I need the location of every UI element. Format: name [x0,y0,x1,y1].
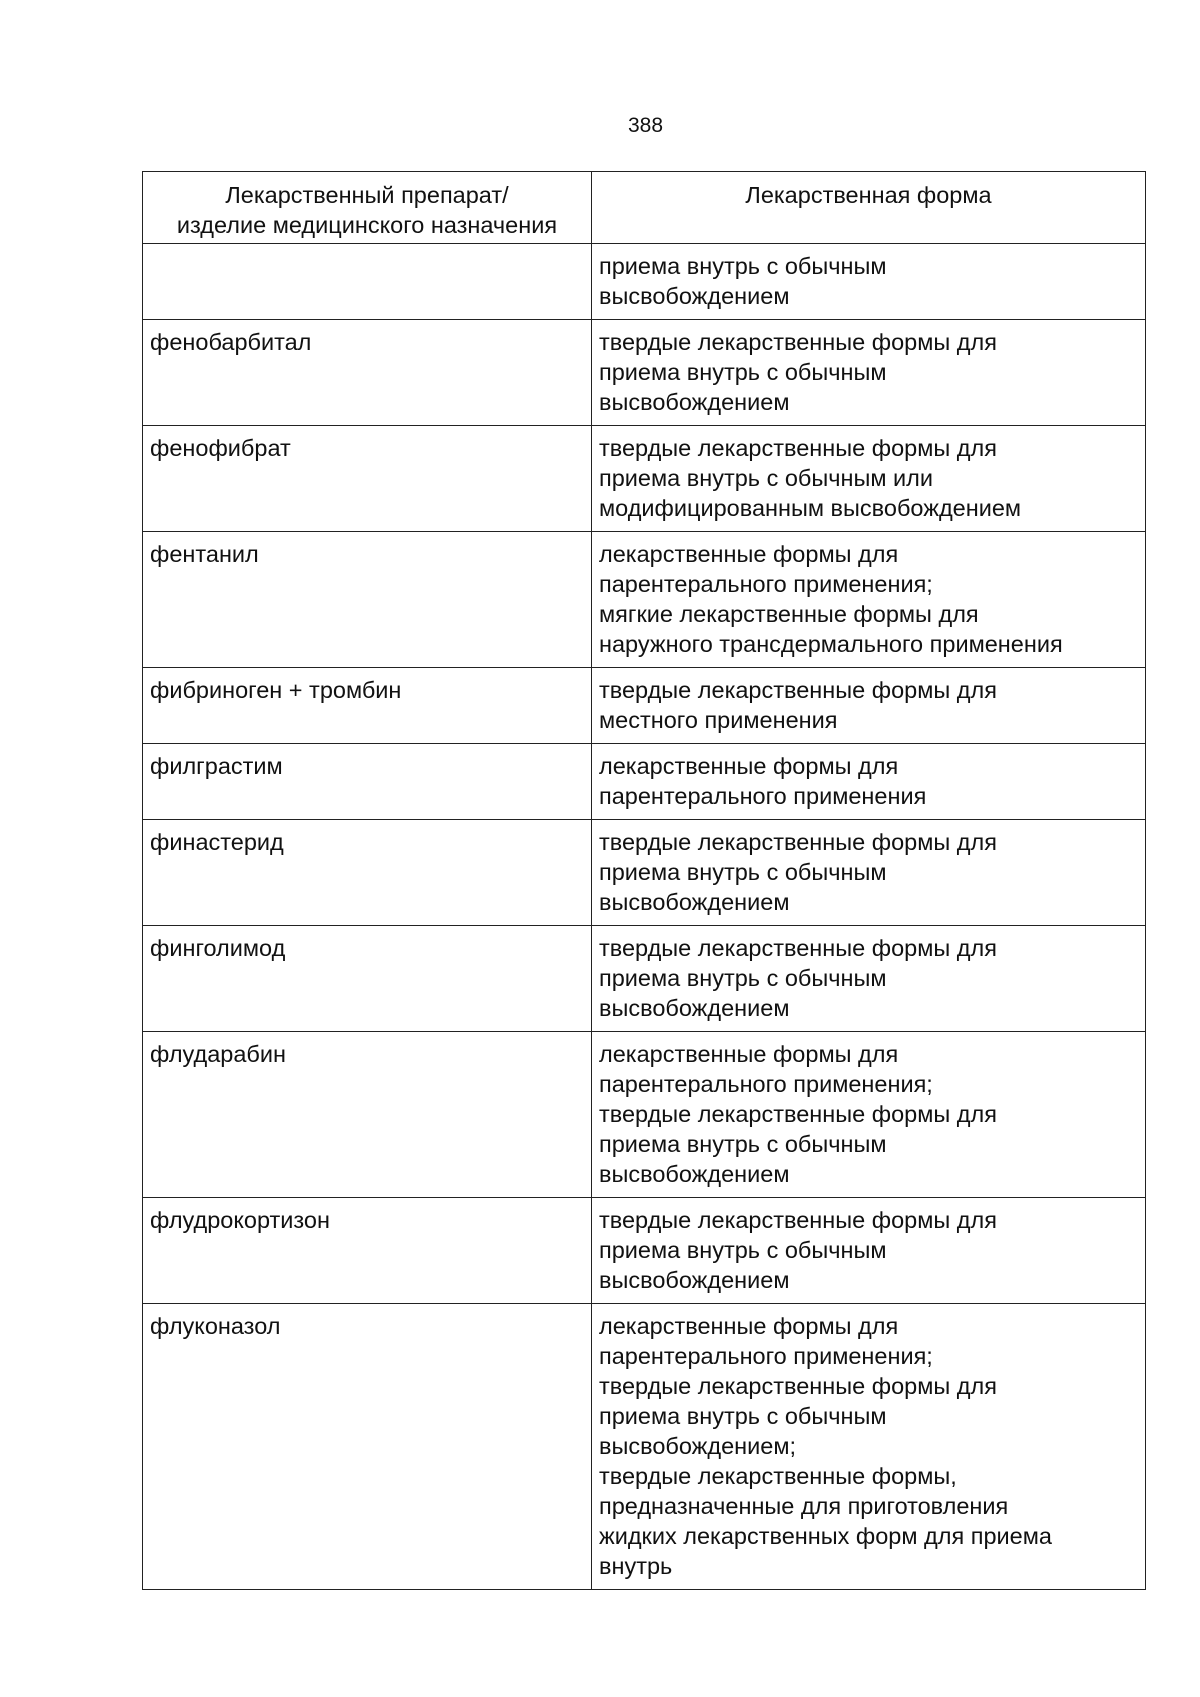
table-row [143,668,1146,744]
header-line: Лекарственная форма [745,182,992,208]
dosage-form-line: высвобождением; [599,1433,797,1459]
dosage-form-line: жидких лекарственных форм для приема [599,1523,1052,1549]
dosage-form-line: приема внутрь с обычным [599,1237,887,1263]
table-row [143,820,1146,926]
header-line: изделие медицинского назначения [176,212,558,238]
dosage-form-cell [592,244,1146,320]
dosage-form-line: высвобождением [599,1161,790,1187]
dosage-form-cell [592,668,1146,744]
dosage-form-line: высвобождением [599,889,790,915]
dosage-form-line: твердые лекарственные формы для [599,435,997,461]
dosage-form-line: парентерального применения; [599,1071,933,1097]
header-line: Лекарственный препарат/ [225,182,509,208]
dosage-form-cell [592,1304,1146,1590]
dosage-form-line: твердые лекарственные формы, [599,1463,957,1489]
drug-name-cell: финастерид [143,820,592,926]
dosage-form-cell [592,820,1146,926]
dosage-form-line: приема внутрь с обычным [599,253,887,279]
table-header-row [143,172,1146,244]
table-row [143,244,1146,320]
drug-name-cell: флудрокортизон [143,1198,592,1304]
dosage-form-line: приема внутрь с обычным [599,359,887,385]
dosage-form-line: высвобождением [599,995,790,1021]
drug-name-cell: флуконазол [143,1304,592,1590]
dosage-form-cell [592,1198,1146,1304]
dosage-form-line: наружного трансдермального применения [599,631,1063,657]
dosage-form-line: приема внутрь с обычным [599,1403,887,1429]
header-drug [143,172,592,244]
dosage-form-cell [592,744,1146,820]
dosage-form-line: твердые лекарственные формы для [599,329,997,355]
dosage-form-line: приема внутрь с обычным или [599,465,934,491]
dosage-form-line: лекарственные формы для [599,1041,899,1067]
dosage-form-line: твердые лекарственные формы для [599,935,997,961]
drug-name-cell [143,244,592,320]
dosage-form-line: твердые лекарственные формы для [599,1101,997,1127]
dosage-form-line: приема внутрь с обычным [599,1131,887,1157]
drug-name-cell: фенобарбитал [143,320,592,426]
dosage-form-line: твердые лекарственные формы для [599,829,997,855]
dosage-form-line: парентерального применения; [599,1343,933,1369]
table-row [143,1304,1146,1590]
dosage-form-line: твердые лекарственные формы для [599,677,997,703]
dosage-form-line: приема внутрь с обычным [599,965,887,991]
drug-name-cell: флударабин [143,1032,592,1198]
table-row [143,926,1146,1032]
dosage-form-line: парентерального применения [599,783,927,809]
table-row [143,1032,1146,1198]
dosage-form-line: местного применения [599,707,838,733]
drug-table [142,171,1146,1590]
dosage-form-line: твердые лекарственные формы для [599,1373,997,1399]
dosage-form-line: приема внутрь с обычным [599,859,887,885]
table-row [143,320,1146,426]
dosage-form-cell [592,1032,1146,1198]
dosage-form-line: парентерального применения; [599,571,933,597]
dosage-form-line: предназначенные для приготовления [599,1493,1009,1519]
dosage-form-line: высвобождением [599,283,790,309]
dosage-form-line: высвобождением [599,1267,790,1293]
dosage-form-cell [592,926,1146,1032]
dosage-form-line: лекарственные формы для [599,541,899,567]
drug-name-cell: фибриноген + тромбин [143,668,592,744]
dosage-form-line: модифицированным высвобождением [599,495,1022,521]
drug-name-cell: финголимод [143,926,592,1032]
dosage-form-line: мягкие лекарственные формы для [599,601,979,627]
table-row [143,426,1146,532]
table-row [143,744,1146,820]
dosage-form-cell [592,532,1146,668]
drug-name-cell: филграстим [143,744,592,820]
page-number: 388 [627,114,664,137]
dosage-form-line: лекарственные формы для [599,1313,899,1339]
drug-name-cell: фенофибрат [143,426,592,532]
drug-name-cell: фентанил [143,532,592,668]
table-row [143,532,1146,668]
dosage-form-line: твердые лекарственные формы для [599,1207,997,1233]
dosage-form-cell [592,320,1146,426]
dosage-form-line: высвобождением [599,389,790,415]
table-row [143,1198,1146,1304]
table-body [143,244,1146,1590]
header-form [592,172,1146,244]
dosage-form-cell [592,426,1146,532]
dosage-form-line: внутрь [599,1553,673,1579]
dosage-form-line: лекарственные формы для [599,753,899,779]
